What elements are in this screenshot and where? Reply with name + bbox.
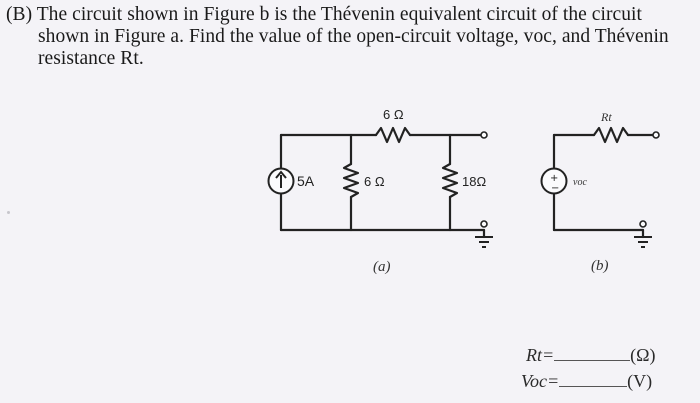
series-resistor-label: 6 Ω [383, 107, 404, 122]
rt-unit: (Ω) [630, 345, 656, 365]
ground-a-symbol [475, 237, 493, 247]
source-label-5a: 5A [297, 173, 315, 189]
terminal-b-bottom [640, 221, 646, 227]
problem-line-3: resistance Rt. [38, 48, 144, 69]
terminal-b-top [653, 132, 659, 138]
svg-text:−: − [551, 183, 560, 194]
current-source-symbol [269, 169, 294, 194]
figure-a-caption: (a) [373, 259, 391, 275]
rt-answer-label: Rt= [526, 345, 555, 365]
voc-answer-blank[interactable] [559, 372, 627, 387]
svg-text:+: + [550, 173, 559, 184]
problem-line-2: shown in Figure a. Find the value of the open-circuit voltage, voc, and Thévenin [38, 26, 669, 47]
ground-b-symbol [634, 237, 652, 247]
rt-answer-row [526, 345, 656, 366]
voc-answer-label: Voc= [521, 371, 560, 391]
voc-answer-row [521, 371, 652, 392]
rt-answer-blank[interactable] [554, 346, 630, 361]
voc-unit: (V) [627, 371, 653, 391]
thevenin-resistor-label: Rt [601, 110, 612, 124]
terminal-a-top [481, 132, 487, 138]
figure-b-caption: (b) [591, 258, 609, 274]
output-resistor-label: 18Ω [462, 174, 487, 189]
problem-line-1: (B) The circuit shown in Figure b is the Thévenin equivalent circuit of the circuit [6, 4, 642, 25]
terminal-a-bottom [481, 221, 487, 227]
voc-source-label: voc [573, 177, 587, 188]
shunt-resistor-label: 6 Ω [364, 174, 385, 189]
voltage-source-symbol [542, 169, 567, 195]
